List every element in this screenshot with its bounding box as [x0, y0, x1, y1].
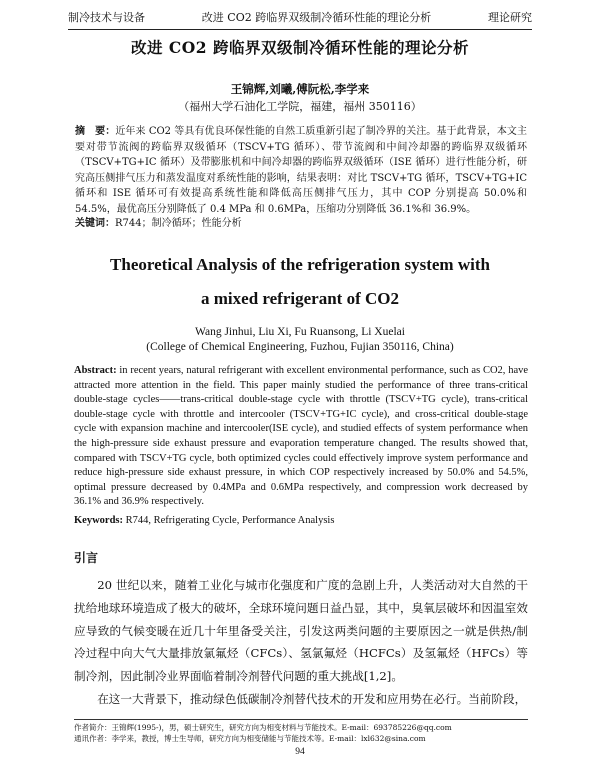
footnotes	[74, 722, 528, 744]
journal-name: 制冷技术与设备	[68, 11, 145, 24]
abstract-chinese	[75, 124, 527, 217]
keywords-english-label: Keywords:	[74, 515, 123, 526]
keywords-chinese	[75, 217, 527, 231]
title-chinese: 改进 CO2 跨临界双级制冷循环性能的理论分析	[131, 38, 469, 57]
footnote-author-info: 作者简介：王锦辉(1995-)，男，硕士研究生，研究方向为相变材料与节能技术。E-mail：693785226@qq.com	[74, 723, 452, 732]
abstract-english	[74, 364, 528, 510]
abstract-english-label: Abstract:	[74, 365, 117, 376]
title-english-line2: a mixed refrigerant of CO2	[201, 289, 399, 308]
title-english	[0, 248, 600, 316]
affiliation-chinese: （福州大学石油化工学院，福建，福州 350116）	[178, 100, 422, 113]
running-title: 改进 CO2 跨临界双级制冷循环性能的理论分析	[201, 11, 432, 24]
body-paragraph: 在这一大背景下，推动绿色低碳制冷剂替代技术的开发和应用势在必行。当前阶段，	[97, 691, 527, 706]
running-header	[68, 8, 532, 30]
abstract-chinese-label: 摘 要：	[75, 126, 116, 137]
affiliation-english: (College of Chemical Engineering, Fuzhou, Fujian 350116, China)	[146, 341, 454, 353]
body-paragraph: 20 世纪以来，随着工业化与城市化强度和广度的急剧上升，人类活动对大自然的干扰给地球环境造成了极大的破坏，全球环境问题日益凸显，其中，臭氧层破坏和因温室效应导致的气候变暖在近几十年里备受关注，引发这两类问题的主要原因之一就是供热/制冷过程中向大气大量排放氯氟烃（CFCs）、氢氯氟烃（HCFCs）及氢氟烃（HFCs）等制冷剂，因此制冷业界面临着制冷剂替代问题的重大挑战[1,2]。	[74, 578, 528, 684]
abstract-chinese-text: 近年来 CO2 等具有优良环保性能的自然工质重新引起了制冷界的关注。基于此背景，本文主要对带节流阀的跨临界双级循环（TSCV+TG 循环）、带节流阀和中间冷却器的跨临界双级循环（TSCV+TG+IC 循环）及带膨胀机和中间冷却器的跨临界双级循环（ISE 循环）进行性能分析，研究高压侧排气压力和蒸发温度对系统性能的影响，结果表明：对比 TSCV+TG 循环，TSCV+TG+IC 循环和 ISE 循环可有效提高系统性能和降低高压侧排气压力，其中 COP 分别提高 50.0%和 54.5%，最优高压分别降低了 0.4 MPa 和 0.6MPa，压缩功分别降低 36.1%和 36.9%。	[75, 126, 528, 215]
abstract-english-text: in recent years, natural refrigerant with excellent environmental performance, such as CO2, have attracted more attention in the field. This paper mainly studied the performance of three trans-critical double-stage cycles——trans-critical double-stage cycle with throttle (TSCV+TG cycle), trans-critical double-stage cycle with throttle and intercooler (TSCV+TG+IC cycle), and cross-critical double-stage cycle with expansion machine and intercooler(ISE cycle), and studied effects of system performance when the high-pressure side exhaust pressure and evaporation temperature changed. The results showed that, compared with TSCV+TG cycle, both optimized cycles could effectively improve system performance and reduce high-pressure side exhaust pressure, in which COP respectively increased by 50.0% and 54.5%, optimal pressure decreased by 0.4MPa and 0.6MPa respectively, and compression work decreased by 36.1% and 36.9% respectively.	[74, 365, 529, 508]
footnote-divider	[74, 719, 528, 720]
body-text	[74, 574, 528, 711]
section-heading-introduction: 引言	[74, 551, 99, 565]
authors-chinese: 王锦辉,刘曦,傅阮松,李学来	[230, 82, 370, 96]
keywords-english	[74, 515, 528, 526]
keywords-chinese-text: R744；制冷循环；性能分析	[115, 218, 242, 229]
keywords-chinese-label: 关键词：	[75, 218, 115, 229]
footnote-corresponding-author: 通讯作者：李学来，教授，博士生导师，研究方向为相变储能与节能技术等。E-mail：lxl632@sina.com	[74, 734, 426, 743]
page-number: 94	[295, 747, 305, 757]
authors-english: Wang Jinhui, Liu Xi, Fu Ruansong, Li Xuelai	[195, 326, 405, 338]
keywords-english-text: R744, Refrigerating Cycle, Performance Analysis	[125, 515, 335, 526]
title-english-line1: Theoretical Analysis of the refrigeration system with	[110, 255, 490, 274]
column-name: 理论研究	[488, 11, 532, 24]
